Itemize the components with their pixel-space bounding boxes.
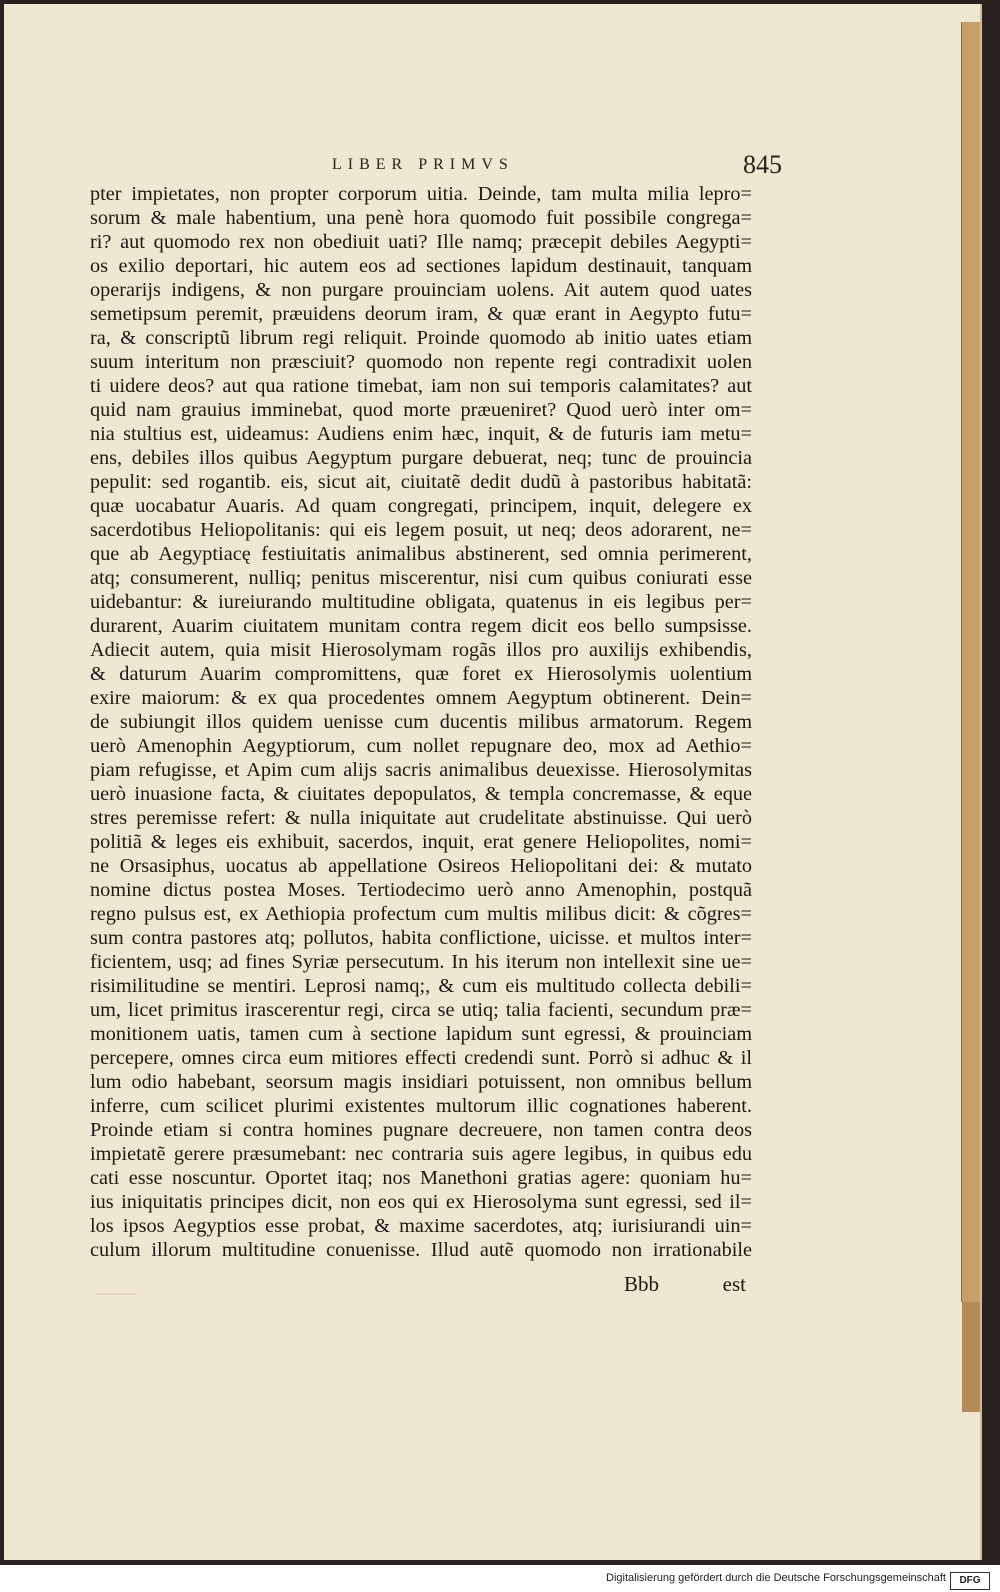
text-line: regno pulsus est, ex Aethiopia profectum cum multis milibus dicit: & cõgres=	[90, 903, 752, 925]
text-line: lum odio habebant, seorsum magis insidiari potuissent, non omnibus bellum	[90, 1071, 752, 1093]
text-line: nia stultius est, uideamus: Audiens enim hæc, inquit, & de futuris iam metu=	[90, 423, 752, 445]
text-line: os exilio deportari, hic autem eos ad sectiones lapidum destinauit, tanquam	[90, 255, 752, 277]
text-line: uerò Amenophin Aegyptiorum, cum nollet repugnare deo, mox ad Aethio=	[90, 735, 752, 757]
text-line: ficientem, usq; ad fines Syriæ persecutum. In his iterum non intellexit sine ue=	[90, 951, 752, 973]
text-line: um, licet primitus irascerentur regi, circa se utiq; talia facienti, secundum præ=	[90, 999, 752, 1021]
page-footer	[624, 1272, 746, 1302]
funding-credit: Digitalisierung gefördert durch die Deutsche Forschungsgemeinschaft	[606, 1572, 946, 1584]
text-line: Adiecit autem, quia misit Hierosolymam rogãs illos pro auxilijs exhibendis,	[90, 639, 752, 661]
text-line: culum illorum multitudine conuenisse. Illud autẽ quomodo non irrationabile	[90, 1239, 752, 1261]
text-line: suum interitum non præsciuit? quomodo non repente regi contradixit uolen	[90, 351, 752, 373]
text-line: los ipsos Aegyptios esse probat, & maxime sacerdotes, atq; iurisiurandi uin=	[90, 1215, 752, 1237]
text-line: pter impietates, non propter corporum uitia. Deinde, tam multa milia lepro=	[90, 183, 752, 205]
page-fore-edge-lower	[962, 1302, 980, 1412]
credit-bar	[0, 1570, 1000, 1592]
text-line: sorum & male habentium, una penè hora quomodo fuit possibile congrega=	[90, 207, 752, 229]
book-page	[4, 4, 982, 1560]
text-line: operarijs indigens, & non purgare prouinciam uolens. Ait autem quod uates	[90, 279, 752, 301]
text-line: monitionem uatis, tamen cum à sectione lapidum sunt egressi, & prouinciam	[90, 1023, 752, 1045]
text-line: & daturum Auarim compromittens, quæ foret ex Hierosolymis uolentium	[90, 663, 752, 685]
show-through-text	[96, 1279, 136, 1295]
text-line: quid nam grauius imminebat, quod morte præueniret? Quod uerò inter om=	[90, 399, 752, 421]
text-line: sacerdotibus Heliopolitanis: qui eis legem posuit, ut neq; deos adorarent, ne=	[90, 519, 752, 541]
text-line: Proinde etiam si contra homines pugnare decreuere, non tamen contra deos	[90, 1119, 752, 1141]
text-line: risimilitudine se mentiri. Leprosi namq;, & cum eis multitudo collecta debili=	[90, 975, 752, 997]
text-line: nomine dictus postea Moses. Tertiodecimo uerò anno Amenophin, postquã	[90, 879, 752, 901]
text-line: stres peremisse refert: & nulla iniquitate aut crudelitate abstinuisse. Qui uerò	[90, 807, 752, 829]
text-line: ne Orsasiphus, uocatus ab appellatione Osireos Heliopolitani dei: & mutato	[90, 855, 752, 877]
text-line: ens, debiles illos quibus Aegyptum purgare debuerat, neq; tunc de prouincia	[90, 447, 752, 469]
text-block	[90, 182, 752, 1262]
dfg-logo: DFG	[950, 1572, 990, 1590]
text-line: sum contra pastores atq; pollutos, habita conflictione, uicisse. et multos inter=	[90, 927, 752, 949]
text-line: ti uidere deos? aut qua ratione timebat, iam non sui temporis calamitates? aut	[90, 375, 752, 397]
text-line: politiã & leges eis exhibuit, sacerdos, inquit, erat genere Heliopolites, nomi=	[90, 831, 752, 853]
text-line: ius iniquitatis principes dicit, non eos qui ex Hierosolyma sunt egressi, sed il=	[90, 1191, 752, 1213]
page-fore-edge	[961, 22, 980, 1302]
text-line: ra, & conscriptũ librum regi reliquit. Proinde quomodo ab initio uates etiam	[90, 327, 752, 349]
text-line: percepere, omnes circa eum mitiores effecti credendi sunt. Porrò si adhuc & il	[90, 1047, 752, 1069]
text-line: uidebantur: & iureiurando multitudine obligata, quatenus in eis legibus per=	[90, 591, 752, 613]
text-line: piam refugisse, et Apim cum alijs sacris animalibus deuexisse. Hierosolymitas	[90, 759, 752, 781]
text-line: exire maiorum: & ex qua procedentes omnem Aegyptum obtinerent. Dein=	[90, 687, 752, 709]
text-line: inferre, cum scilicet plurimi existentes multorum illic cognationes haberent.	[90, 1095, 752, 1117]
signature-mark: Bbb	[624, 1272, 660, 1296]
catchword: est	[722, 1272, 746, 1296]
text-line: uerò inuasione facta, & ciuitates depopulatos, & templa concremasse, & eque	[90, 783, 752, 805]
text-line: pepulit: sed rogantib. eis, sicut ait, ciuitatẽ dedit dudũ à pastoribus habitatã:	[90, 471, 752, 493]
running-head: LIBER PRIMVS	[332, 156, 514, 173]
text-line: cati esse noscuntur. Oportet itaq; nos Manethoni gratias agere: quoniam hu=	[90, 1167, 752, 1189]
text-line: atq; consumerent, nulliq; penitus miscerentur, nisi cum quibus coniurati esse	[90, 567, 752, 589]
text-line: impietatẽ gerere præsumebant: nec contraria suis agere legibus, in quibus edu	[90, 1143, 752, 1165]
text-line: que ab Aegyptiacę festiuitatis animalibus abstinerent, sed omnia perimerent,	[90, 543, 752, 565]
text-line: semetipsum peremit, præuidens deorum iram, & quæ erant in Aegypto futu=	[90, 303, 752, 325]
text-line: de subiungit illos quidem uenisse cum ducentis milibus armatorum. Regem	[90, 711, 752, 733]
folio-number: 845	[743, 150, 782, 179]
page-header	[332, 150, 782, 186]
text-line: ri? aut quomodo rex non obediuit uati? Ille namq; præcepit debiles Aegypti=	[90, 231, 752, 253]
text-line: durarent, Auarim ciuitatem munitam contra regem dicit eos bello sumpsisse.	[90, 615, 752, 637]
text-line: quæ uocabatur Auaris. Ad quam congregati, principem, inquit, delegere ex	[90, 495, 752, 517]
